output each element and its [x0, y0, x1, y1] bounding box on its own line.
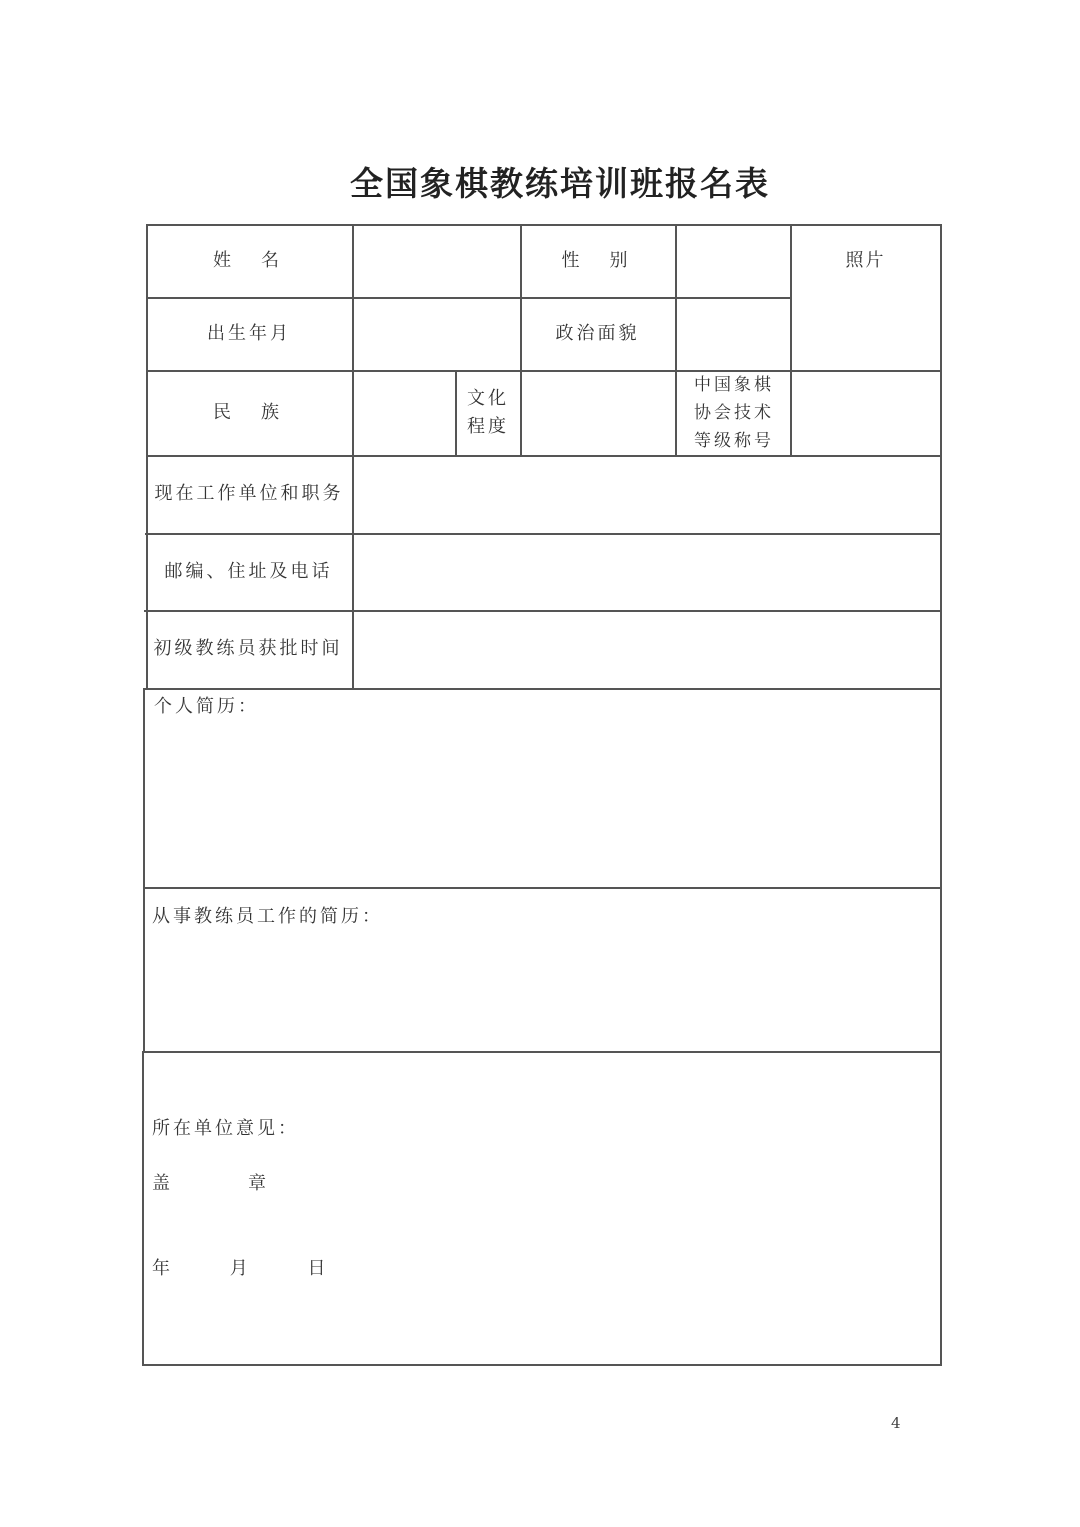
workplace-label: 现在工作单位和职务: [154, 483, 344, 504]
form-line: [143, 887, 942, 889]
form-line: [142, 1364, 942, 1366]
name-input[interactable]: [353, 225, 520, 297]
approval-label: 初级教练员获批时间: [153, 638, 343, 659]
coach-resume-area[interactable]: [145, 932, 940, 1050]
form-line: [144, 688, 942, 690]
opinion-label: 所在单位意见：: [152, 1118, 299, 1139]
page-title: 全国象棋教练培训班报名表: [350, 164, 770, 203]
form-line: [143, 1051, 942, 1053]
gender-label: 性 别: [561, 249, 634, 271]
coach-resume-label: 从事教练员工作的简历：: [152, 906, 383, 927]
form-line: [455, 370, 457, 456]
address-input[interactable]: [353, 534, 940, 610]
ethnicity-input[interactable]: [353, 371, 455, 455]
birth-label: 出生年月: [207, 322, 291, 344]
form-line: [940, 224, 942, 1365]
date-day: 日: [307, 1258, 326, 1279]
page-number: 4: [891, 1414, 901, 1432]
form-line: [142, 1051, 144, 1365]
ethnicity-label: 民 族: [213, 401, 285, 423]
photo-box[interactable]: [791, 225, 940, 370]
resume-label: 个人简历：: [154, 696, 259, 717]
birth-input[interactable]: [353, 298, 520, 370]
resume-area[interactable]: [145, 720, 940, 886]
political-input[interactable]: [676, 298, 790, 370]
rank-label: 中国象棋协会技术等级称号: [694, 375, 774, 451]
photo-label: 照片: [845, 250, 886, 271]
approval-input[interactable]: [353, 611, 940, 688]
workplace-input[interactable]: [353, 456, 940, 533]
name-label: 姓 名: [213, 249, 285, 271]
political-label: 政治面貌: [555, 322, 640, 344]
address-label: 邮编、住址及电话: [164, 560, 333, 582]
gender-input[interactable]: [676, 225, 790, 297]
date-year: 年: [152, 1258, 170, 1279]
rank-input[interactable]: [791, 371, 940, 455]
education-input[interactable]: [521, 371, 675, 455]
date-month: 月: [229, 1258, 248, 1279]
education-label: 文化程度: [467, 387, 509, 437]
stamp-label: 盖 章: [152, 1173, 280, 1194]
